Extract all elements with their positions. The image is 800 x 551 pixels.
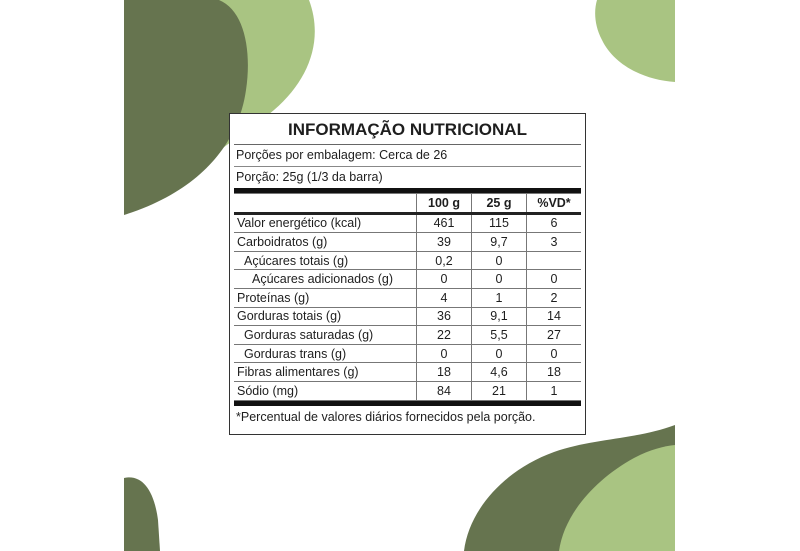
value-25g: 9,7 xyxy=(472,233,527,252)
value-25g: 4,6 xyxy=(472,363,527,382)
table-row xyxy=(234,270,581,289)
nutrient-name: Gorduras totais (g) xyxy=(234,307,417,326)
column-header-nutrient xyxy=(234,194,417,214)
nutrient-name: Gorduras trans (g) xyxy=(234,344,417,363)
value-100g: 39 xyxy=(417,233,472,252)
value-vd: 18 xyxy=(527,363,582,382)
column-header-100g: 100 g xyxy=(417,194,472,214)
nutrient-name: Valor energético (kcal) xyxy=(234,213,417,233)
value-25g: 1 xyxy=(472,288,527,307)
table-row xyxy=(234,363,581,382)
nutrition-table xyxy=(234,193,581,401)
column-header-25g: 25 g xyxy=(472,194,527,214)
column-header-vd: %VD* xyxy=(527,194,582,214)
value-100g: 0 xyxy=(417,270,472,289)
value-vd: 27 xyxy=(527,326,582,345)
value-100g: 0,2 xyxy=(417,251,472,270)
value-100g: 84 xyxy=(417,381,472,400)
nutrient-name: Açúcares adicionados (g) xyxy=(234,270,417,289)
table-row xyxy=(234,233,581,252)
label-title: INFORMAÇÃO NUTRICIONAL xyxy=(234,114,581,145)
value-25g: 0 xyxy=(472,344,527,363)
value-100g: 0 xyxy=(417,344,472,363)
table-row xyxy=(234,251,581,270)
value-25g: 21 xyxy=(472,381,527,400)
table-row xyxy=(234,326,581,345)
value-vd: 1 xyxy=(527,381,582,400)
nutrition-facts-label xyxy=(229,113,586,435)
nutrient-name: Fibras alimentares (g) xyxy=(234,363,417,382)
value-vd: 2 xyxy=(527,288,582,307)
value-vd: 14 xyxy=(527,307,582,326)
nutrient-name: Açúcares totais (g) xyxy=(234,251,417,270)
table-row xyxy=(234,213,581,233)
label-footnote: *Percentual de valores diários fornecidos pela porção. xyxy=(234,401,581,428)
value-vd: 0 xyxy=(527,344,582,363)
table-row xyxy=(234,288,581,307)
nutrient-name: Proteínas (g) xyxy=(234,288,417,307)
value-vd xyxy=(527,251,582,270)
value-25g: 0 xyxy=(472,270,527,289)
value-100g: 22 xyxy=(417,326,472,345)
value-100g: 461 xyxy=(417,213,472,233)
table-header-row xyxy=(234,194,581,214)
value-100g: 4 xyxy=(417,288,472,307)
value-vd: 0 xyxy=(527,270,582,289)
top-right-light-blob xyxy=(595,0,675,82)
value-100g: 36 xyxy=(417,307,472,326)
value-25g: 115 xyxy=(472,213,527,233)
table-row xyxy=(234,381,581,400)
value-25g: 0 xyxy=(472,251,527,270)
nutrient-name: Sódio (mg) xyxy=(234,381,417,400)
value-100g: 18 xyxy=(417,363,472,382)
table-row xyxy=(234,307,581,326)
nutrient-name: Carboidratos (g) xyxy=(234,233,417,252)
value-25g: 9,1 xyxy=(472,307,527,326)
value-vd: 3 xyxy=(527,233,582,252)
value-vd: 6 xyxy=(527,213,582,233)
value-25g: 5,5 xyxy=(472,326,527,345)
table-row xyxy=(234,344,581,363)
serving-size: Porção: 25g (1/3 da barra) xyxy=(234,167,581,193)
nutrient-name: Gorduras saturadas (g) xyxy=(234,326,417,345)
bottom-left-dark-blob xyxy=(124,477,160,551)
servings-per-package: Porções por embalagem: Cerca de 26 xyxy=(234,145,581,167)
